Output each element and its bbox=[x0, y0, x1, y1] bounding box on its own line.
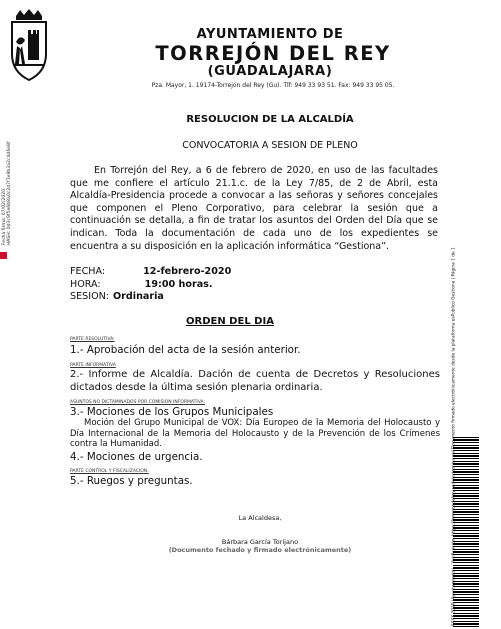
signer-name: Bárbara García Torijano bbox=[221, 538, 299, 546]
side-line-3: HASH: 0d3c9f5e6b8a0c2d7f1e9b3a2c4d6e8f bbox=[6, 141, 12, 246]
session-label: SESION: bbox=[70, 291, 110, 302]
side-verification-text bbox=[0, 133, 12, 245]
header-town-name: TORREJÓN DEL REY bbox=[155, 42, 391, 65]
agenda-item-4: 4.- Mociones de urgencia. bbox=[70, 451, 203, 463]
intro-paragraph bbox=[70, 165, 438, 253]
header-province: (GUADALAJARA) bbox=[207, 64, 333, 79]
intro-paragraph-text: En Torrejón del Rey, a 6 de febrero de 2020, en uso de las facultades que me confiere el artículo 21.1.c. de la Ley 7/85, de 2 de Abril, esta Alcaldía-Presidencia procede a convocar a las señoras y señores concejales que componen el Pleno Corporativo, para celebrar la sesión que a continuación se detalla, a fin de tratar los asuntos del Orden del Día que se indican. Toda la documentación de cada uno de los expedientes se encuentra a su disposición en la aplicación informática “Gestiona”. bbox=[70, 165, 438, 252]
signature-note: (Documento fechado y firmado electrónicamente) bbox=[168, 546, 352, 554]
time-label: HORA: bbox=[70, 278, 101, 290]
section-label-control: PARTE CONTROL Y FISCALIZACION: bbox=[70, 469, 149, 474]
header-line-1: AYUNTAMIENTO DE bbox=[196, 27, 344, 42]
agenda-item-5: 5.- Ruegos y preguntas. bbox=[70, 475, 193, 487]
side-line-2: Fecha firma: 07/02/2020 bbox=[1, 188, 7, 246]
date-label: FECHA: bbox=[70, 266, 106, 277]
session-row bbox=[70, 291, 231, 304]
document-subtitle: CONVOCATORIA A SESION DE PLENO bbox=[182, 140, 358, 151]
date-row bbox=[70, 266, 231, 279]
time-value: 19:00 horas. bbox=[144, 278, 213, 290]
section-label-resolutiva: PARTE RESOLUTIVA: bbox=[70, 337, 115, 342]
date-value: 12-febrero-2020 bbox=[143, 266, 232, 277]
session-details bbox=[70, 266, 231, 304]
session-value: Ordinaria bbox=[113, 291, 164, 302]
side-stamp-mark bbox=[0, 252, 7, 259]
agenda-item-1: 1.- Aprobación del acta de la sesión anterior. bbox=[70, 344, 301, 356]
agenda-item-2: 2.- Informe de Alcaldía. Dación de cuenta de Decretos y Resoluciones dictados desde la última sesión plenaria ordinaria. bbox=[70, 369, 440, 393]
section-label-no-dictaminados: ASUNTOS NO DICTAMINADOS POR COMISION INFORMATIVA: bbox=[70, 400, 206, 405]
barcode-verification-text bbox=[451, 441, 456, 627]
header-address: Pza. Mayor, 1. 19174-Torrejón del Rey (Gu). Tlf: 949 33 93 51. Fax: 949 33 95 05. bbox=[151, 82, 395, 89]
agenda-item-3: 3.- Mociones de los Grupos Municipales bbox=[70, 406, 274, 418]
agenda-item-3-detail bbox=[70, 418, 440, 450]
agenda-heading: ORDEN DEL DIA bbox=[186, 316, 274, 327]
verification-barcode bbox=[453, 437, 479, 629]
signer-role: La Alcaldesa, bbox=[238, 514, 282, 522]
municipal-crest-logo bbox=[6, 8, 52, 82]
agenda-item-3-detail-text: Moción del Grupo Municipal de VOX: Día Europeo de la Memoria del Holocausto y Día Internacional de la Memoria del Holocausto y de la Prevención de los Crímenes contra la Humanidad. bbox=[70, 418, 440, 450]
document-title: RESOLUCION DE LA ALCALDÍA bbox=[186, 114, 354, 125]
section-label-informativa: PARTE INFORMATIVA bbox=[70, 363, 116, 368]
time-row bbox=[70, 279, 231, 292]
